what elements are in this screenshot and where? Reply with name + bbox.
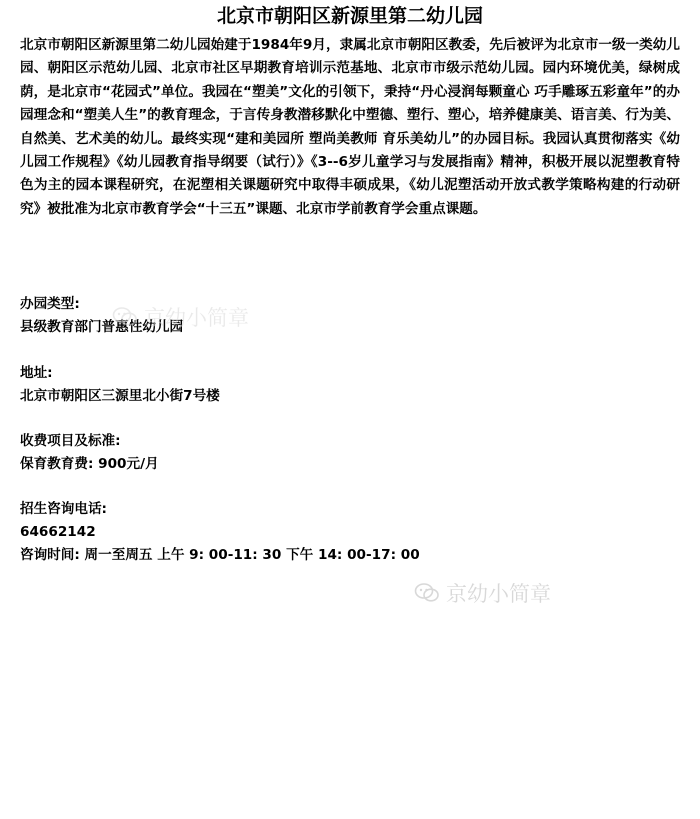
fees-section [20, 430, 680, 476]
watermark-text: 京幼小简章 [144, 306, 249, 330]
kindergarten-type-label: 办园类型: [20, 296, 80, 312]
kindergarten-type-value: 县级教育部门普惠性幼儿园 [20, 319, 184, 335]
address-value: 北京市朝阳区三源里北小街7号楼 [20, 388, 220, 404]
fees-label: 收费项目及标准: [20, 433, 121, 449]
address-label: 地址: [20, 365, 53, 381]
enrollment-section [20, 498, 680, 567]
fees-value: 保育教育费: 900元/月 [20, 456, 159, 472]
address-section [20, 362, 680, 408]
consultation-hours: 咨询时间: 周一至周五 上午 9: 00-11: 30 下午 14: 00-17: 00 [20, 547, 420, 563]
page-title: 北京市朝阳区新源里第二幼儿园 [216, 5, 483, 27]
watermark [112, 302, 249, 332]
watermark [414, 578, 551, 608]
wechat-icon [414, 582, 440, 604]
watermark-text: 京幼小简章 [446, 582, 551, 606]
enrollment-phone-number: 64662142 [20, 524, 96, 540]
intro-paragraph: 北京市朝阳区新源里第二幼儿园始建于1984年9月，隶属北京市朝阳区教委，先后被评为北京市一级一类幼儿园、朝阳区示范幼儿园、北京市社区早期教育培训示范基地、北京市市级示范幼儿园。园内环境优美，绿树成荫，是北京市“花园式”单位。我园在“塑美”文化的引领下，秉持“丹心浸润每颗童心 巧手雕琢五彩童年”的办园理念和“塑美人生”的教育理念，于言传身教潜移默化中塑德、塑行、塑心，培养健康美、语言美、行为美、自然美、艺术美的幼儿。最终实现“建和美园所 塑尚美教师 育乐美幼儿”的办园目标。我园认真贯彻落实《幼儿园工作规程》《幼儿园教育指导纲要（试行）》《3--6岁儿童学习与发展指南》精神，积极开展以泥塑教育特色为主的园本课程研究，在泥塑相关课题研究中取得丰硕成果，《幼儿泥塑活动开放式教学策略构建的行动研究》被批准为北京市教育学会“十三五”课题、北京市学前教育学会重点课题。 [20, 37, 680, 217]
wechat-icon [112, 306, 138, 328]
enrollment-phone-label: 招生咨询电话: [20, 501, 107, 517]
